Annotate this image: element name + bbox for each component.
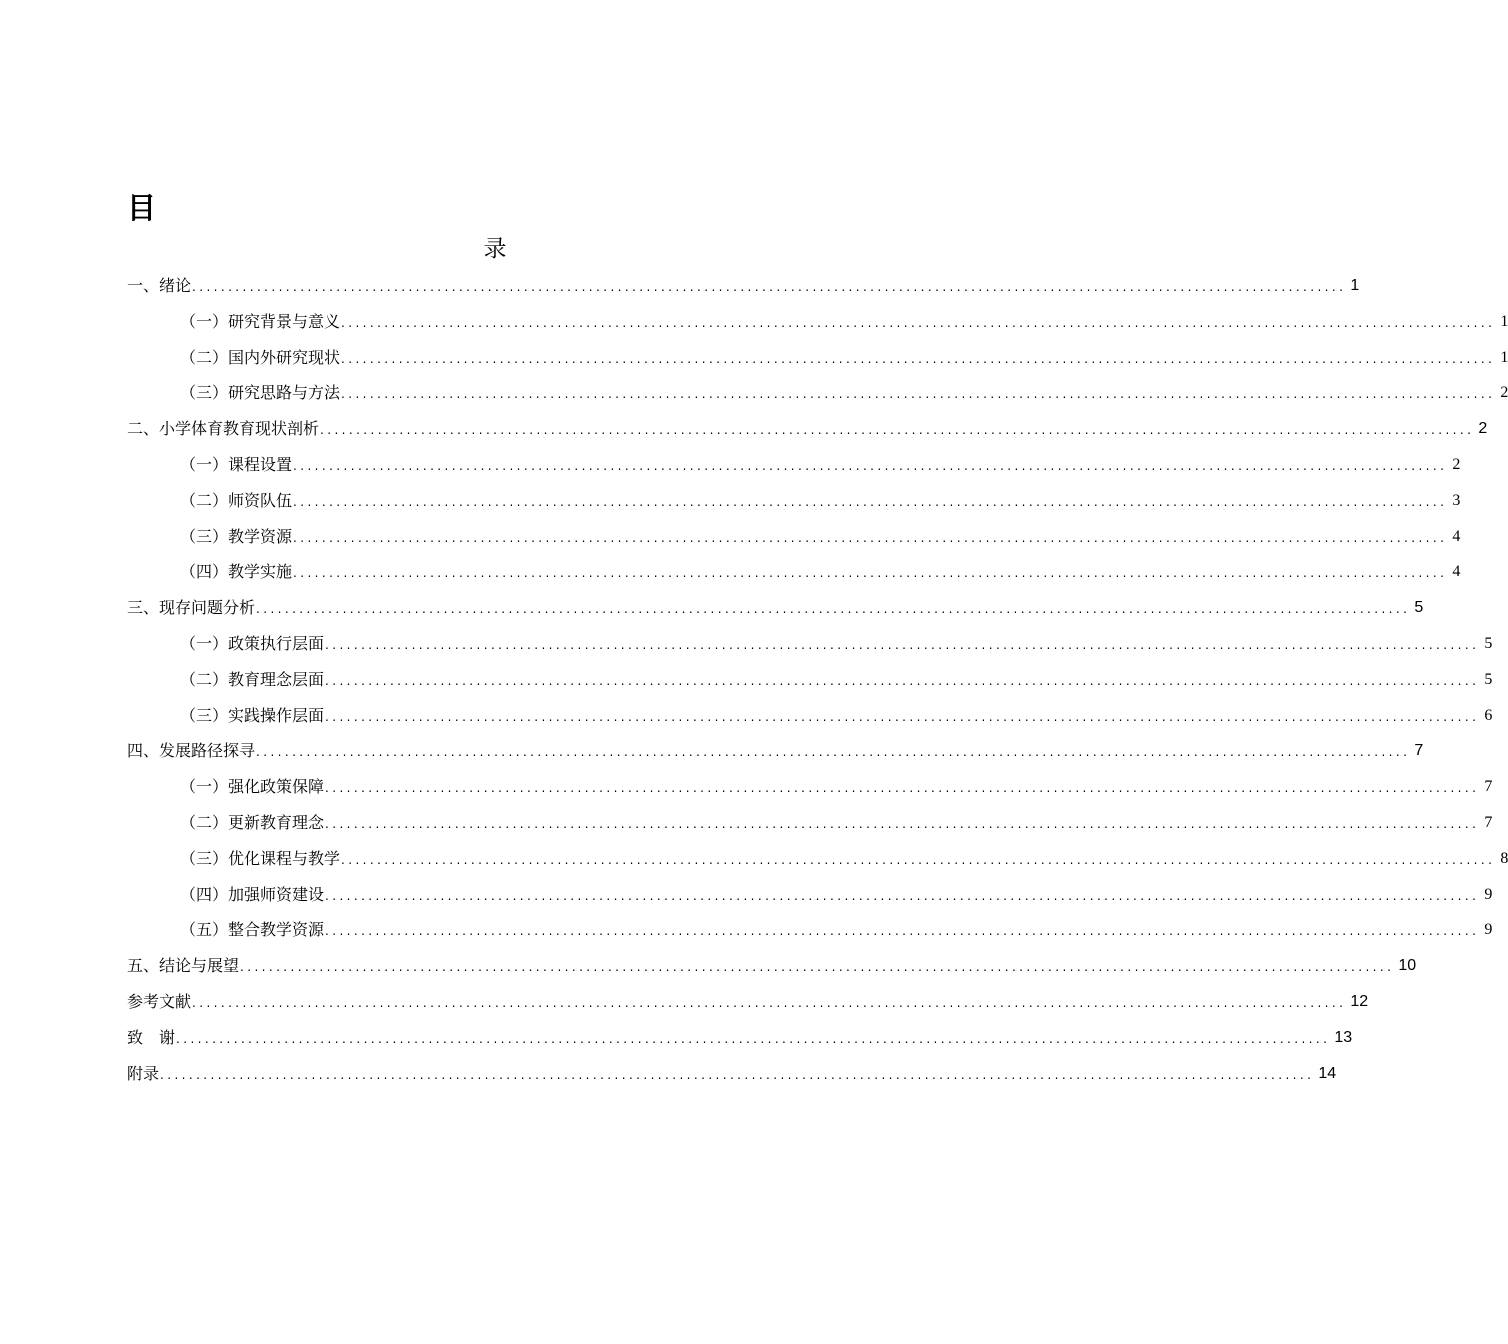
toc-dot-leader: ................................................................................................................................................................ <box>320 423 1475 438</box>
toc-entry-label: （三）实践操作层面 <box>180 705 325 725</box>
toc-entry-page-number: 12 <box>1350 993 1369 1010</box>
toc-dot-leader: ................................................................................................................................................................ <box>341 315 1496 330</box>
toc-entry-section[interactable] <box>180 773 1493 797</box>
toc-dot-leader: ................................................................................................................................................................ <box>256 602 1411 617</box>
toc-entry-label: （一）课程设置 <box>180 455 293 474</box>
toc-entry-label: （二）国内外研究现状 <box>180 347 341 367</box>
toc-entry-section[interactable] <box>180 666 1493 690</box>
toc-entry-page-number: 4 <box>1452 563 1461 581</box>
toc-entry-section[interactable] <box>180 881 1493 905</box>
toc-entry-chapter[interactable] <box>127 1060 1337 1084</box>
toc-entry-label: （二）师资队伍 <box>180 490 293 510</box>
toc-dot-leader: ................................................................................................................................................................ <box>293 459 1448 473</box>
toc-entry-section[interactable] <box>180 916 1493 940</box>
toc-entry-page-number: 2 <box>1452 456 1461 473</box>
toc-dot-leader: ................................................................................................................................................................ <box>325 638 1480 652</box>
toc-entry-section[interactable] <box>180 451 1461 475</box>
toc-entry-label: （二）更新教育理念 <box>180 813 325 832</box>
toc-dot-leader: ................................................................................................................................................................ <box>325 888 1480 903</box>
toc-dot-leader: ................................................................................................................................................................ <box>325 673 1480 688</box>
toc-dot-leader: ................................................................................................................................................................ <box>341 351 1496 366</box>
toc-entry-chapter[interactable] <box>127 988 1369 1012</box>
toc-entry-page-number: 1 <box>1500 348 1508 366</box>
toc-entry-chapter[interactable] <box>127 737 1424 761</box>
toc-entry-label: （四）教学实施 <box>180 562 293 582</box>
toc-entry-page-number: 5 <box>1414 599 1424 617</box>
toc-heading-mu: 目 <box>127 191 157 225</box>
toc-dot-leader: ................................................................................................................................................................ <box>160 1067 1315 1082</box>
toc-entry-label: （一）政策执行层面 <box>180 634 325 653</box>
toc-entry-page-number: 7 <box>1484 778 1493 796</box>
toc-entry-section[interactable] <box>180 308 1508 332</box>
toc-entry-label: 四、发展路径探寻 <box>127 741 256 761</box>
toc-entry-chapter[interactable] <box>127 1024 1353 1048</box>
toc-entry-chapter[interactable] <box>127 594 1424 618</box>
toc-entry-label: （一）强化政策保障 <box>180 777 325 797</box>
toc-entry-section[interactable] <box>180 809 1493 833</box>
toc-entry-section[interactable] <box>180 344 1508 368</box>
toc-entry-label: 二、小学体育教育现状剖析 <box>127 419 320 439</box>
toc-entry-page-number: 7 <box>1484 814 1493 831</box>
toc-entry-page-number: 14 <box>1318 1064 1337 1082</box>
toc-entry-label: （三）教学资源 <box>180 526 293 546</box>
toc-dot-leader: ................................................................................................................................................................ <box>293 566 1448 581</box>
toc-dot-leader: ................................................................................................................................................................ <box>325 709 1480 724</box>
toc-entry-page-number: 5 <box>1484 635 1493 652</box>
toc-dot-leader: ................................................................................................................................................................ <box>192 996 1347 1010</box>
toc-dot-leader: ................................................................................................................................................................ <box>293 530 1448 545</box>
toc-entry-chapter[interactable] <box>127 952 1417 976</box>
toc-entry-label: 五、结论与展望 <box>127 956 240 976</box>
toc-entry-label: （五）整合教学资源 <box>180 920 325 940</box>
toc-dot-leader: ................................................................................................................................................................ <box>256 745 1411 760</box>
toc-entry-page-number: 9 <box>1484 921 1493 939</box>
toc-entry-label: （一）研究背景与意义 <box>180 311 341 331</box>
toc-entry-label: （二）教育理念层面 <box>180 669 325 689</box>
toc-dot-leader: ................................................................................................................................................................ <box>293 494 1448 509</box>
toc-entry-chapter[interactable] <box>127 415 1488 439</box>
toc-dot-leader: ................................................................................................................................................................ <box>341 852 1496 867</box>
toc-dot-leader: ................................................................................................................................................................ <box>176 1031 1331 1046</box>
toc-entry-section[interactable] <box>180 558 1461 582</box>
toc-entry-section[interactable] <box>180 630 1493 654</box>
toc-entry-label: 致 谢 <box>127 1027 176 1047</box>
toc-entry-page-number: 6 <box>1484 706 1493 724</box>
toc-entry-page-number: 9 <box>1484 885 1493 903</box>
toc-entry-section[interactable] <box>180 523 1461 547</box>
toc-entry-label: 一、绪论 <box>127 276 192 295</box>
toc-entry-label: （四）加强师资建设 <box>180 884 325 904</box>
toc-entry-section[interactable] <box>180 845 1508 869</box>
toc-entry-label: 三、现存问题分析 <box>127 598 256 618</box>
toc-dot-leader: ................................................................................................................................................................ <box>325 781 1480 796</box>
toc-entry-page-number: 13 <box>1334 1028 1353 1046</box>
toc-dot-leader: ................................................................................................................................................................ <box>325 817 1480 831</box>
toc-entry-page-number: 7 <box>1414 742 1424 760</box>
toc-dot-leader: ................................................................................................................................................................ <box>325 924 1480 939</box>
toc-entry-page-number: 3 <box>1452 491 1461 509</box>
toc-entry-page-number: 8 <box>1500 849 1508 867</box>
toc-dot-leader: ................................................................................................................................................................ <box>341 387 1496 402</box>
toc-entry-label: 参考文献 <box>127 992 192 1011</box>
toc-entry-page-number: 1 <box>1350 277 1360 294</box>
toc-entry-section[interactable] <box>180 702 1493 726</box>
toc-entry-page-number: 2 <box>1478 420 1488 438</box>
toc-entry-page-number: 4 <box>1452 527 1461 545</box>
toc-entry-section[interactable] <box>180 487 1461 511</box>
toc-dot-leader: ................................................................................................................................................................ <box>192 280 1347 294</box>
toc-entry-section[interactable] <box>180 379 1508 403</box>
toc-dot-leader: ................................................................................................................................................................ <box>240 960 1395 975</box>
toc-heading-lu: 录 <box>483 236 507 262</box>
toc-entry-label: 附录 <box>127 1063 160 1083</box>
toc-entry-page-number: 5 <box>1484 670 1493 688</box>
toc-entry-page-number: 1 <box>1500 312 1508 330</box>
toc-entry-chapter[interactable] <box>127 272 1360 296</box>
toc-entry-label: （三）研究思路与方法 <box>180 383 341 403</box>
toc-entry-label: （三）优化课程与教学 <box>180 848 341 868</box>
toc-entry-page-number: 2 <box>1500 384 1508 402</box>
toc-entry-page-number: 10 <box>1398 957 1417 975</box>
